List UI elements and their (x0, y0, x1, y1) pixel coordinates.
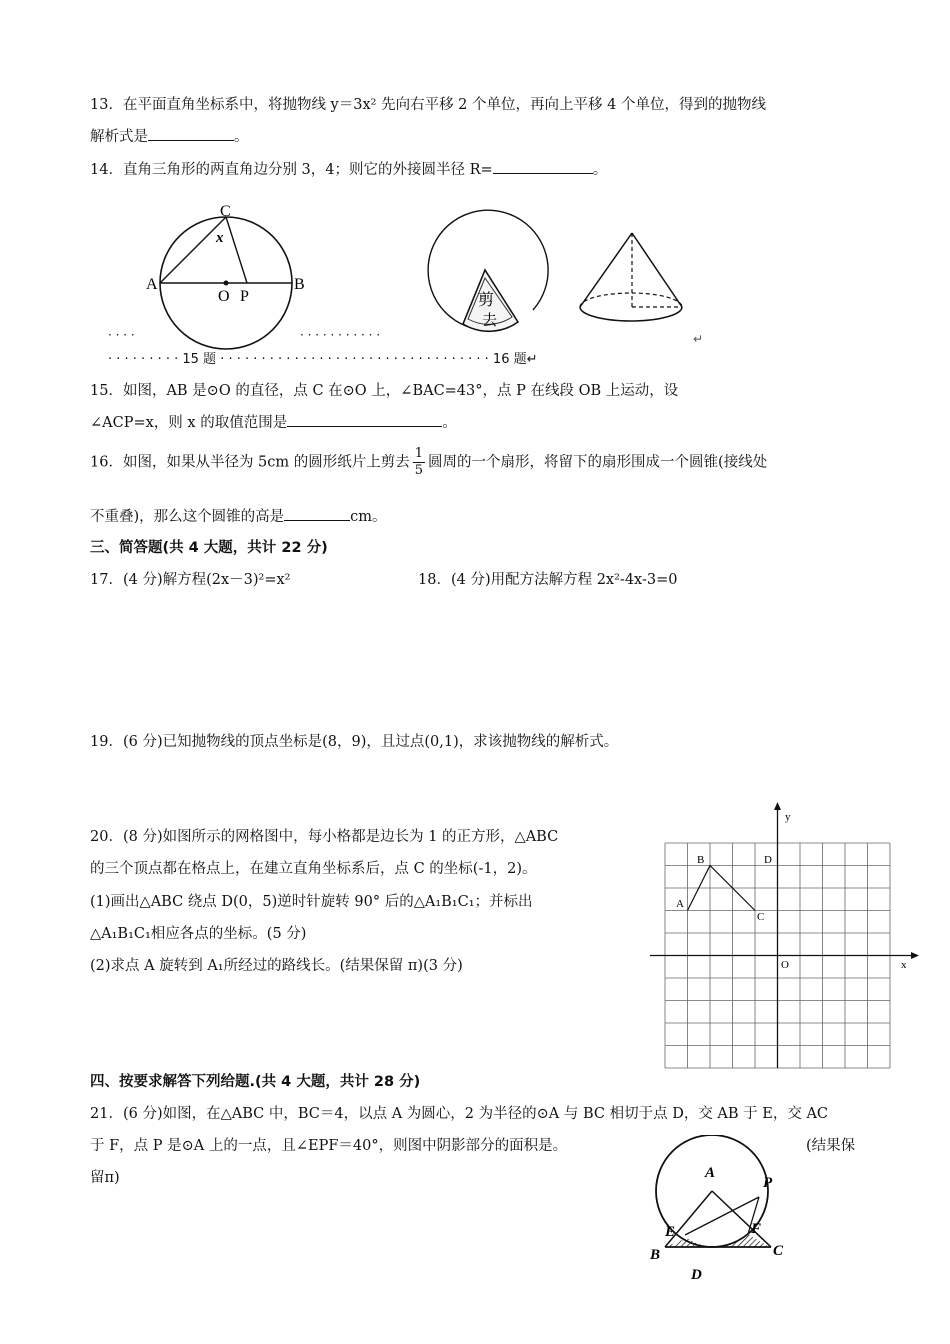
fig21-label-a: A (705, 1165, 716, 1181)
q16-unit: cm。 (350, 509, 387, 525)
grid-label-d: D (764, 854, 772, 866)
grid-label-a: A (676, 898, 684, 910)
grid-label-b: B (697, 854, 705, 866)
q14-answer-blank[interactable] (493, 159, 593, 174)
q21-line2: 于 F，点 P 是⊙A 上的一点，且∠EPF＝40°，则图中阴影部分的面积是。 (90, 1138, 568, 1154)
label-c: C (220, 203, 231, 220)
fig21-label-p: P (763, 1175, 773, 1191)
fig21-label-c: C (773, 1243, 784, 1259)
q15-line2 (90, 411, 457, 432)
q17: 17．(4 分)解方程(2x－3)²=x² (90, 572, 291, 588)
q15-line1: 15．如图，AB 是⊙O 的直径，点 C 在⊙O 上，∠BAC=43°，点 P 在线段 OB 上运动，设 (90, 383, 679, 399)
q21-line3: 留π) (90, 1170, 120, 1186)
label-p: P (240, 288, 249, 305)
q20-line5: (2)求点 A 旋转到 A₁所经过的路线长。(结果保留 π)(3 分) (90, 958, 463, 974)
cone-base-back (580, 293, 682, 307)
q14-end: 。 (592, 162, 608, 178)
q20-line4: △A₁B₁C₁相应各点的坐标。(5 分) (90, 926, 307, 942)
grid-label-x: x (901, 959, 907, 971)
caption-dots-b: · · · · · · · · · · · (300, 328, 381, 342)
q21-line1: 21．(6 分)如图，在△ABC 中，BC＝4，以点 A 为圆心，2 为半径的⊙A 与 BC 相切于点 D，交 AB 于 E，交 AC (90, 1106, 829, 1122)
sector-text-bottom: 去 (482, 311, 498, 329)
q13-line2 (90, 125, 249, 146)
label-a: A (146, 276, 158, 293)
caption-dots-a: · · · · (108, 328, 135, 342)
segment-ep (685, 1197, 762, 1237)
fraction-one-fifth (413, 446, 425, 479)
label-b: B (294, 276, 305, 293)
label-x: x (216, 230, 224, 246)
segment-cp (226, 217, 247, 283)
q13-prompt: 解析式是 (90, 129, 148, 145)
chord-ac (160, 217, 226, 283)
section-3-heading: 三、简答题(共 4 大题，共计 22 分) (90, 540, 328, 556)
q19: 19．(6 分)已知抛物线的顶点坐标是(8，9)，且过点(0,1)，求该抛物线的解析式。 (90, 734, 619, 750)
fig21-label-f: F (751, 1221, 762, 1237)
caption-figure-labels: · · · · · · · · · 15 题 · · · · · · · · · · · · · · · · · · · · · · · · · · · · · · · · · 16 题↵ (108, 352, 538, 367)
label-o: O (218, 288, 230, 305)
grid-label-y: y (785, 811, 791, 823)
q16-prompt: 不重叠)，那么这个圆锥的高是 (90, 509, 285, 525)
q14-prompt: 14．直角三角形的两直角边分别 3，4；则它的外接圆半径 R= (90, 162, 493, 178)
q20-line1: 20．(8 分)如图所示的网格图中，每小格都是边长为 1 的正方形，△ABC (90, 829, 559, 845)
q16-line2 (90, 505, 387, 526)
q20-line2: 的三个顶点都在格点上，在建立直角坐标系后，点 C 的坐标(-1，2)。 (90, 861, 537, 877)
figure-16-cone (570, 215, 690, 333)
section-4-heading: 四、按要求解答下列给题.(共 4 大题，共计 28 分) (90, 1074, 421, 1090)
figure-21 (645, 1135, 795, 1285)
cone-base-front (580, 307, 682, 321)
x-axis-arrow (911, 952, 919, 959)
q20-line3: (1)画出△ABC 绕点 D(0，5)逆时针旋转 90° 后的△A₁B₁C₁；并标出 (90, 894, 533, 910)
figure-20-grid (645, 800, 925, 1072)
q15-prompt: ∠ACP=x，则 x 的取值范围是 (90, 415, 288, 431)
q14-line (90, 158, 607, 179)
cone-right-edge (632, 233, 682, 307)
q16-answer-blank[interactable] (284, 506, 350, 521)
cone-left-edge (580, 233, 632, 307)
q13-line1: 13．在平面直角坐标系中，将抛物线 y＝3x² 先向右平移 2 个单位，再向上平移 4 个单位，得到的抛物线 (90, 97, 766, 113)
q16-text-b: 圆周的一个扇形，将留下的扇形围成一个圆锥(接线处 (428, 454, 768, 471)
q18: 18．(4 分)用配方法解方程 2x²-4x-3=0 (418, 572, 678, 588)
grid-label-c: C (757, 911, 765, 923)
q15-answer-blank[interactable] (287, 412, 442, 427)
q13-end: 。 (234, 129, 249, 145)
grid-label-o: O (781, 959, 789, 971)
sector-text-top: 剪 (478, 290, 495, 309)
center-point (224, 281, 229, 286)
fraction-numerator: 1 (414, 446, 424, 461)
fig21-label-d: D (691, 1267, 702, 1283)
q16-text-a: 16．如图，如果从半径为 5cm 的圆形纸片上剪去 (90, 454, 410, 471)
caption-arrow: ↵ (693, 332, 704, 346)
fig21-label-e: E (665, 1224, 676, 1240)
q15-end: 。 (442, 415, 457, 431)
q21-line2-tail: (结果保 (806, 1138, 856, 1154)
figure-15 (140, 200, 320, 350)
q16-line1 (90, 446, 767, 479)
y-axis-arrow (774, 802, 781, 810)
q13-answer-blank[interactable] (148, 126, 234, 141)
fig21-label-b: B (650, 1247, 661, 1263)
figure-16-circle (415, 205, 555, 340)
fraction-denominator: 5 (414, 463, 424, 478)
